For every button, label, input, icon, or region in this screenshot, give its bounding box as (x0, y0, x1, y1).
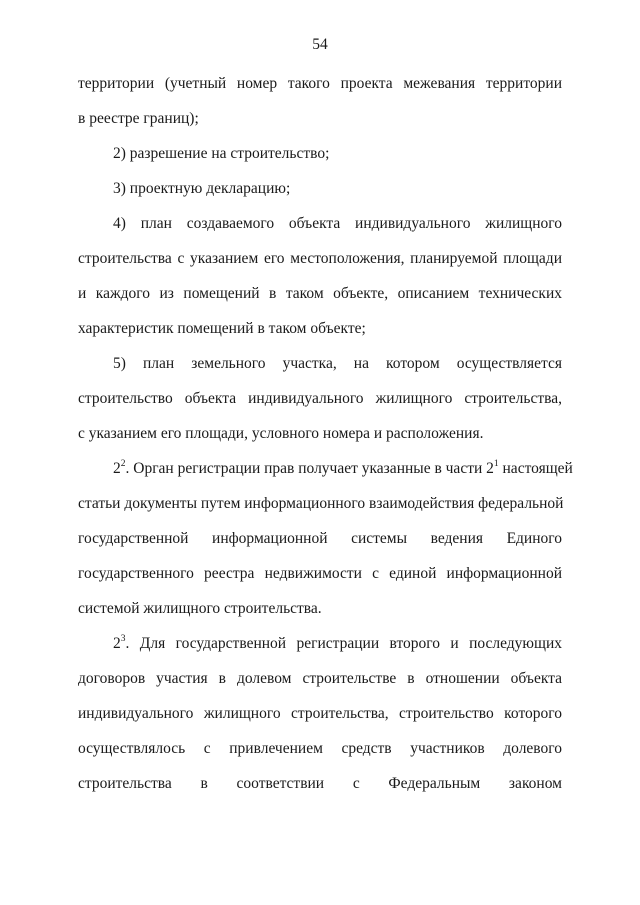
text-line: с указанием его площади, условного номера и расположения. (78, 425, 484, 442)
paragraph-superscript: 3 (120, 633, 126, 644)
text-line: строительство объекта индивидуального жилищного строительства, (78, 390, 562, 407)
text-line: осуществлялось с привлечением средств участников долевого (78, 740, 562, 757)
paragraph-superscript: 2 (120, 458, 126, 469)
text-line: индивидуального жилищного строительства, строительство которого (78, 705, 562, 722)
paragraph-number: 2 (113, 635, 121, 652)
text-line: и каждого из помещений в таком объекте, описанием технических (78, 285, 562, 302)
list-item-2: 2) разрешение на строительство; (113, 145, 330, 162)
paragraph-number: 2 (113, 460, 121, 477)
list-item-4: 4) план создаваемого объекта индивидуального жилищного (113, 215, 562, 232)
text-line: статьи документы путем информационного взаимодействия федеральной (78, 495, 564, 512)
text-line: системой жилищного строительства. (78, 600, 322, 617)
text-line: строительства в соответствии с Федеральным законом (78, 775, 562, 792)
page-number: 54 (312, 36, 328, 53)
paragraph-2-3-start (113, 633, 562, 655)
list-item-5: 5) план земельного участка, на котором осуществляется (113, 355, 562, 372)
paragraph-2-2-start (113, 458, 573, 480)
list-item-3: 3) проектную декларацию; (113, 180, 291, 197)
paragraph-text: . Для государственной регистрации второго и последующих (125, 635, 562, 652)
paragraph-text: настоящей (498, 460, 573, 477)
text-line: строительства с указанием его местоположения, планируемой площади (78, 250, 562, 267)
text-line: территории (учетный номер такого проекта межевания территории (78, 75, 562, 92)
text-line: договоров участия в долевом строительстве в отношении объекта (78, 670, 562, 687)
text-line: государственного реестра недвижимости с единой информационной (78, 565, 562, 582)
text-line: в реестре границ); (78, 110, 199, 127)
text-line: характеристик помещений в таком объекте; (78, 320, 366, 337)
paragraph-text: . Орган регистрации прав получает указанные в части 2 (125, 460, 494, 477)
text-line: государственной информационной системы ведения Единого (78, 530, 562, 547)
reference-superscript: 1 (493, 458, 499, 469)
